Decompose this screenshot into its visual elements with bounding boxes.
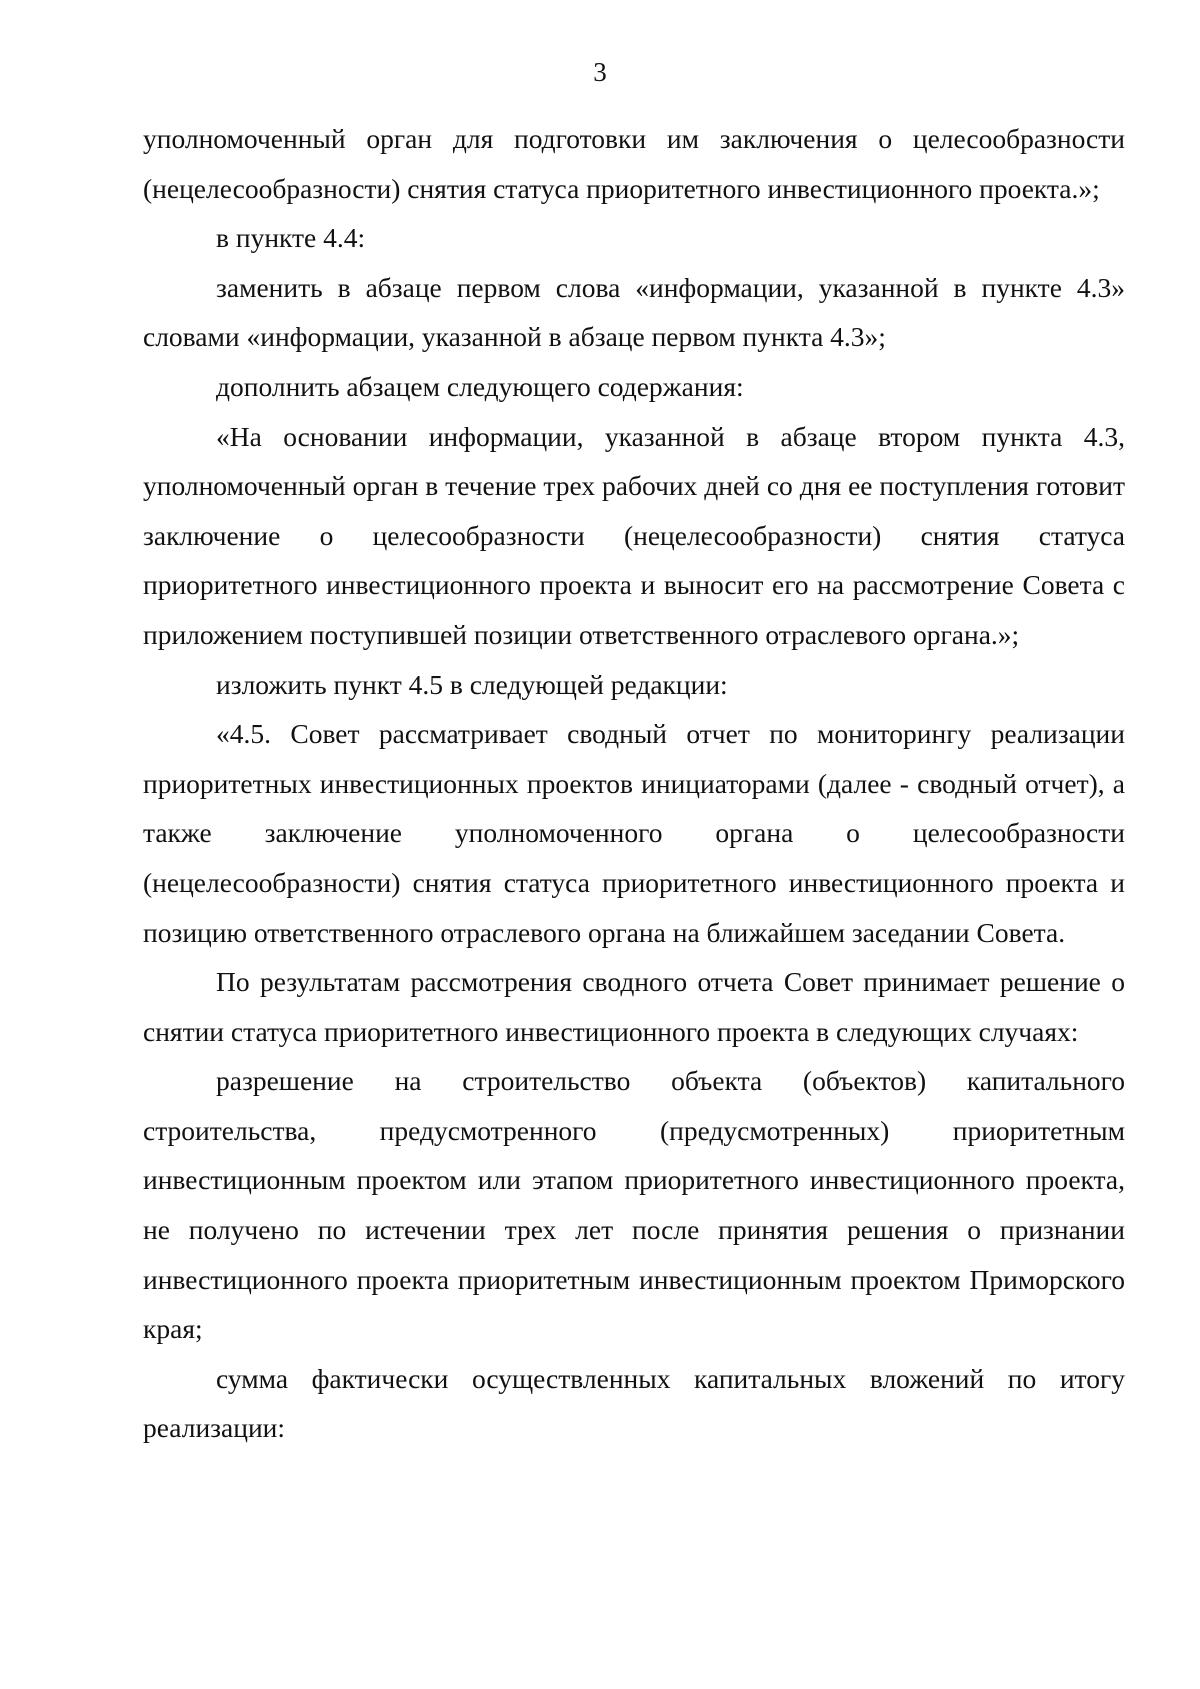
- paragraph-replace-words: заменить в абзаце первом слова «информации, указанной в пункте 4.3» словами «информации, указанной в абзаце первом пункта 4.3»;: [143, 271, 1125, 353]
- paragraph-quoted-new-abzac: «На основании информации, указанной в абзаце втором пункта 4.3, уполномоченный орган в течение трех рабочих дней со дня ее поступления готовит заключение о целесообразности (нецелесообразности) снятия статуса приоритетного инвестиционного проекта и выносит его на рассмотрение Совета с приложением поступившей позиции ответственного отраслевого органа.»;: [143, 420, 1125, 650]
- paragraph-clause-4-4-heading: в пункте 4.4:: [216, 222, 366, 254]
- page-number: 3: [593, 57, 607, 87]
- document-body: [143, 114, 1125, 1453]
- paragraph-decision-cases: По результатам рассмотрения сводного отчета Совет принимает решение о снятии статуса приоритетного инвестиционного проекта в следующих случаях:: [143, 966, 1125, 1047]
- paragraph-clause-4-5-heading: изложить пункт 4.5 в следующей редакции:: [216, 668, 728, 700]
- paragraph-case-investment-sum: сумма фактически осуществленных капитальных вложений по итогу реализации:: [143, 1362, 1125, 1444]
- paragraph-case-permit: разрешение на строительство объекта (объектов) капитального строительства, предусмотренного (предусмотренных) приоритетным инвестиционным проектом или этапом приоритетного инвестиционного проекта, не получено по истечении трех лет после принятия решения о признании инвестиционного проекта приоритетным инвестиционным проектом Приморского края;: [143, 1065, 1125, 1345]
- paragraph-clause-4-5-text: «4.5. Совет рассматривает сводный отчет по мониторингу реализации приоритетных инвестиционных проектов инициаторами (далее - сводный отчет), а также заключение уполномоченного органа о целесообразности (нецелесообразности) снятия статуса приоритетного инвестиционного проекта и позицию ответственного отраслевого органа на ближайшем заседании Совета.: [143, 718, 1125, 948]
- paragraph-add-abzac: дополнить абзацем следующего содержания:: [216, 370, 744, 402]
- paragraph-continuation: уполномоченный орган для подготовки им заключения о целесообразности (нецелесообразности) снятия статуса приоритетного инвестиционного проекта.»;: [143, 123, 1125, 204]
